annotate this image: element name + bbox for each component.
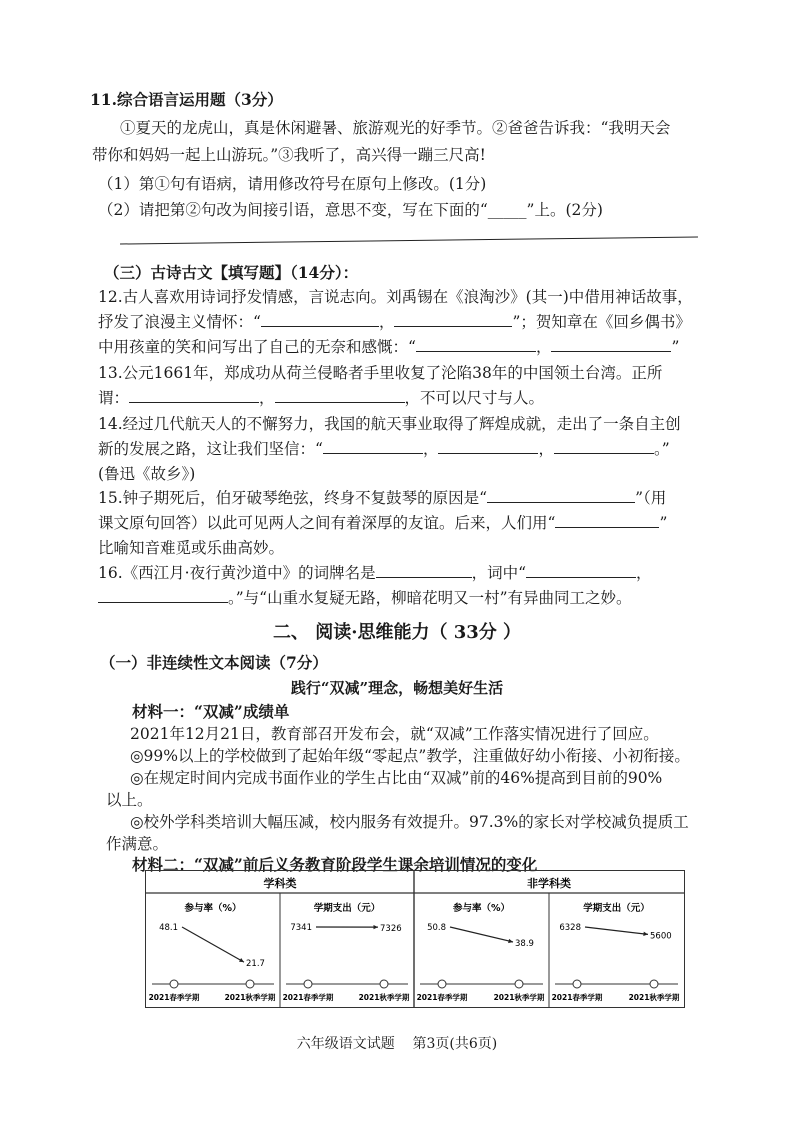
chart-panel-xmark-3-0 — [573, 980, 581, 988]
q11-subquestion-1: （1）第①句有语病，请用修改符号在原句上修改。(1分) — [98, 175, 487, 193]
material1-p3a: ◎在规定时间内完成书面作业的学生占比由“双减”前的46%提高到目前的90% — [130, 769, 663, 787]
q16-line2 — [98, 588, 632, 608]
chart-panel-title-1: 学期支出（元） — [313, 903, 381, 914]
chart-panel-xlabel-1-1: 2021秋季学期 — [358, 993, 410, 1002]
q12-line2-text-a: 抒发了浪漫主义情怀：“ — [98, 313, 261, 331]
chart-data-label-0-1: 21.7 — [246, 959, 265, 970]
q14-blank-2[interactable] — [438, 439, 538, 454]
chart-panel-title-2: 参与率（%） — [452, 903, 511, 914]
q15-line1 — [98, 488, 666, 508]
material1-title: 材料一：“双减”成绩单 — [132, 702, 290, 721]
q14-source: (鲁迅《故乡》) — [98, 465, 196, 483]
material1-p4b: 作满意。 — [106, 835, 169, 853]
chart-panel-xmark-2-0 — [438, 980, 446, 988]
q14-blank-1[interactable] — [323, 439, 423, 454]
q13-line1: 13.公元1661年，郑成功从荷兰侵略者手里收复了沦陷38年的中国领土台湾。正所 — [98, 364, 663, 382]
chart-data-label-2-1: 38.9 — [515, 938, 534, 949]
section3-title: （三）古诗古文【填写题】（14分）： — [104, 263, 359, 282]
q12-blank-4[interactable] — [551, 337, 671, 352]
chart-series-line-2 — [450, 927, 513, 942]
q12-line3-text-a: 中用孩童的笑和问写出了自己的无奈和感慨：“ — [98, 338, 416, 356]
reading1-title: （一）非连续性文本阅读（7分） — [100, 653, 328, 672]
chart-panel-xlabel-0-0: 2021春季学期 — [148, 993, 200, 1002]
chart-data-label-2-0: 50.8 — [427, 923, 446, 933]
q14-comma-2: ， — [538, 440, 554, 458]
material1-p1: 2021年12月21日，教育部召开发布会，就“双减”工作落实情况进行了回应。 — [130, 725, 659, 743]
q12-line1: 12.古人喜欢用诗词抒发情感，言说志向。刘禹锡在《浪淘沙》(其一)中借用神话故事， — [98, 288, 693, 306]
q14-line1: 14.经过几代航天人的不懈努力，我国的航天事业取得了辉煌成就，走出了一条自主创 — [98, 415, 681, 433]
q12-comma-2: ， — [535, 338, 552, 356]
q14-comma-1: ， — [422, 440, 439, 458]
q15-line1-text-a: 15.钟子期死后，伯牙破琴绝弦，终身不复鼓琴的原因是“ — [98, 489, 488, 507]
chart-panel-xlabel-0-1: 2021秋季学期 — [224, 993, 276, 1002]
q16-blank-3[interactable] — [98, 588, 228, 603]
q15-line3: 比喻知音难觅或乐曲高妙。 — [98, 539, 285, 557]
q12-blank-2[interactable] — [394, 312, 512, 327]
q11-answer-line[interactable] — [120, 236, 698, 244]
q15-blank-1[interactable] — [487, 488, 635, 503]
chart-panel-xmark-2-1 — [515, 980, 523, 988]
chart-panel-xlabel-2-0: 2021春季学期 — [416, 993, 468, 1002]
q16-line1 — [98, 563, 652, 583]
q12-line3-text-c: ” — [671, 338, 680, 356]
chart-data-label-1-0: 7341 — [290, 923, 312, 933]
chart-data-label-1-1: 7326 — [380, 924, 402, 935]
q11-passage-line1: ①夏天的龙虎山，真是休闲避暑、旅游观光的好季节。②爸爸告诉我：“我明天会 — [120, 119, 671, 137]
chart-data-label-3-0: 6328 — [559, 923, 581, 933]
chart-panel-xmark-0-0 — [170, 980, 178, 988]
q12-blank-3[interactable] — [416, 337, 536, 352]
q14-blank-3[interactable] — [554, 439, 654, 454]
part2-title: 二、 阅读·思维能力（ 33分 ） — [272, 622, 522, 643]
chart-group-label-1: 非学科类 — [527, 877, 571, 890]
q12-blank-1[interactable] — [261, 312, 379, 327]
q15-line2 — [98, 513, 667, 533]
q16-line1-text-a: 16.《西江月·夜行黄沙道中》的词牌名是 — [98, 564, 376, 582]
q14-line2 — [98, 439, 670, 459]
chart-series-line-3 — [585, 927, 648, 934]
q12-line2-text-c: ”；贺知章在《回乡偶书》 — [512, 313, 691, 331]
chart-group-label-0: 学科类 — [263, 877, 297, 890]
material2-title: 材料二：“双减”前后义务教育阶段学生课余培训情况的变化 — [132, 855, 538, 874]
q11-passage-line2: 带你和妈妈一起上山游玩。”③我听了，高兴得一蹦三尺高! — [92, 146, 486, 164]
chart-panel-xlabel-3-0: 2021春季学期 — [551, 993, 603, 1002]
q16-line1-text-b: ，词中“ — [471, 564, 527, 582]
q16-line2-text: 。”与“山重水复疑无路，柳暗花明又一村”有异曲同工之妙。 — [228, 589, 632, 607]
q13-blank-2[interactable] — [275, 388, 405, 403]
q16-blank-1[interactable] — [376, 563, 472, 578]
q13-line2-text-c: ，不可以尺寸与人。 — [404, 389, 545, 407]
chart-panel-xmark-1-1 — [380, 980, 388, 988]
material1-p4a: ◎校外学科类培训大幅压减，校内服务有效提升。97.3%的家长对学校减负提质工 — [130, 813, 689, 831]
chart-panel-xmark-3-1 — [650, 980, 658, 988]
q12-line3 — [98, 337, 679, 357]
q11-subquestion-2: （2）请把第②句改为间接引语，意思不变，写在下面的“_____”上。(2分) — [98, 201, 603, 219]
chart-series-arrow-1 — [373, 925, 378, 929]
q15-line2-text-b: ” — [659, 514, 668, 532]
chart-panel-title-3: 学期支出（元） — [583, 903, 650, 914]
q12-line2 — [98, 312, 691, 332]
chart-data-label-0-0: 48.1 — [159, 923, 178, 933]
q14-line2-end: 。” — [653, 440, 670, 458]
chart-panel-xlabel-1-0: 2021春季学期 — [282, 993, 334, 1002]
q15-line2-text-a: 课文原句回答）以此可见两人之间有着深厚的友谊。后来，人们用“ — [98, 514, 556, 532]
q13-line2 — [98, 388, 544, 408]
material1-p3b: 以上。 — [106, 791, 153, 809]
q15-blank-2[interactable] — [555, 513, 659, 528]
chart-series-line-0 — [182, 927, 244, 962]
q13-line2-text-a: 谓： — [98, 389, 130, 407]
page-footer: 六年级语文试题 第3页(共6页) — [296, 1036, 498, 1052]
q13-blank-1[interactable] — [129, 388, 259, 403]
material1-p2: ◎99%以上的学校做到了起始年级“零起点”教学，注重做好幼小衔接、小初衔接。 — [130, 747, 690, 765]
chart-panel-title-0: 参与率（%） — [184, 903, 242, 914]
q12-comma: ， — [378, 313, 395, 331]
chart-panel-xmark-0-1 — [246, 980, 254, 988]
q14-line2-text-a: 新的发展之路，这让我们坚信：“ — [98, 440, 323, 458]
chart-panel-xlabel-2-1: 2021秋季学期 — [493, 993, 545, 1002]
chart-panel-xmark-1-0 — [304, 980, 312, 988]
reading1-heading: 践行“双减”理念，畅想美好生活 — [290, 679, 504, 697]
q13-comma: ， — [259, 389, 275, 407]
chart-data-label-3-1: 5600 — [650, 931, 672, 942]
q11-title: 11.综合语言运用题（3分） — [90, 90, 283, 109]
training-change-chart — [145, 870, 685, 1008]
q15-line1-text-b: ”（用 — [635, 489, 667, 507]
q16-comma: ， — [636, 564, 652, 582]
q16-blank-2[interactable] — [526, 563, 636, 578]
chart-svg — [146, 871, 684, 1007]
chart-panel-xlabel-3-1: 2021秋季学期 — [628, 993, 680, 1002]
